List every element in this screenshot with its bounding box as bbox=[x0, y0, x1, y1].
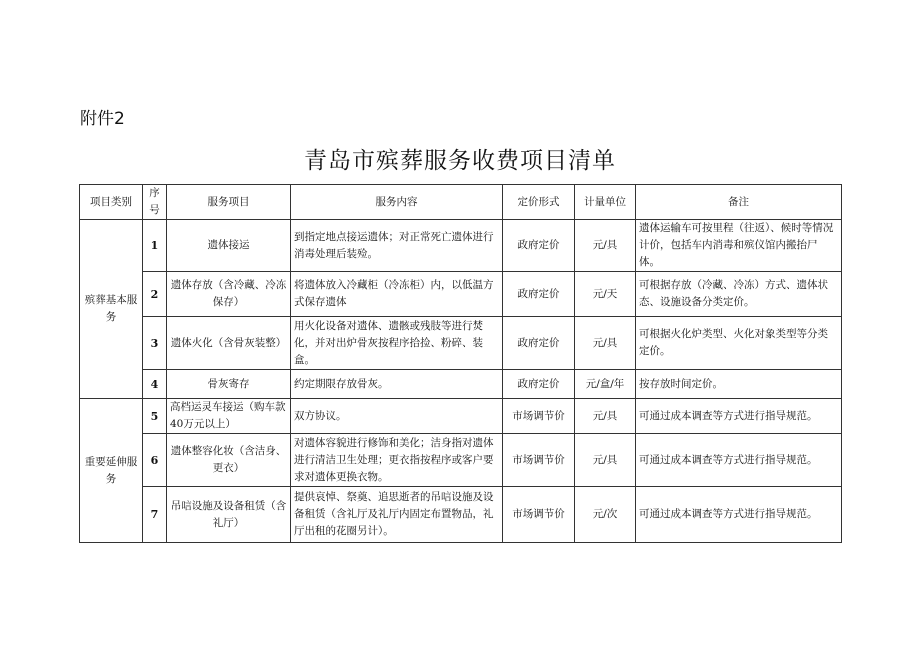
header-pricing: 定价形式 bbox=[503, 185, 575, 220]
service-content: 到指定地点接运遗体；对正常死亡遗体进行消毒处理后装殓。 bbox=[291, 220, 503, 272]
note: 可通过成本调查等方式进行指导规范。 bbox=[636, 434, 842, 487]
pricing-form: 政府定价 bbox=[503, 370, 575, 399]
note: 可根据火化炉类型、火化对象类型等分类定价。 bbox=[636, 317, 842, 370]
header-content: 服务内容 bbox=[291, 185, 503, 220]
table-header-row bbox=[80, 185, 842, 220]
unit: 元/具 bbox=[575, 317, 636, 370]
table-row bbox=[80, 487, 842, 543]
header-note: 备注 bbox=[636, 185, 842, 220]
service-item: 骨灰寄存 bbox=[167, 370, 291, 399]
unit: 元/具 bbox=[575, 434, 636, 487]
row-number: 6 bbox=[143, 434, 167, 487]
note: 可通过成本调查等方式进行指导规范。 bbox=[636, 399, 842, 434]
service-item: 遗体整容化妆（含洁身、更衣） bbox=[167, 434, 291, 487]
pricing-form: 市场调节价 bbox=[503, 487, 575, 543]
header-unit: 计量单位 bbox=[575, 185, 636, 220]
attachment-label: 附件2 bbox=[80, 109, 125, 129]
row-number: 7 bbox=[143, 487, 167, 543]
header-number: 序号 bbox=[143, 185, 167, 220]
unit: 元/具 bbox=[575, 399, 636, 434]
category-extended: 重要延伸服务 bbox=[80, 399, 143, 543]
pricing-form: 政府定价 bbox=[503, 220, 575, 272]
category-basic: 殡葬基本服务 bbox=[80, 220, 143, 399]
pricing-form: 政府定价 bbox=[503, 317, 575, 370]
unit: 元/具 bbox=[575, 220, 636, 272]
header-item: 服务项目 bbox=[167, 185, 291, 220]
row-number: 2 bbox=[143, 272, 167, 317]
table-row bbox=[80, 220, 842, 272]
pricing-form: 市场调节价 bbox=[503, 399, 575, 434]
service-content: 约定期限存放骨灰。 bbox=[291, 370, 503, 399]
row-number: 5 bbox=[143, 399, 167, 434]
table-row bbox=[80, 370, 842, 399]
service-item: 遗体接运 bbox=[167, 220, 291, 272]
service-content: 对遗体容貌进行修饰和美化；洁身指对遗体进行清洁卫生处理；更衣指按程序或客户要求对遗体更换衣物。 bbox=[291, 434, 503, 487]
service-item: 遗体火化（含骨灰装整） bbox=[167, 317, 291, 370]
note: 按存放时间定价。 bbox=[636, 370, 842, 399]
service-item: 高档运灵车接运（购车款40万元以上） bbox=[167, 399, 291, 434]
table-row bbox=[80, 434, 842, 487]
pricing-form: 市场调节价 bbox=[503, 434, 575, 487]
service-content: 双方协议。 bbox=[291, 399, 503, 434]
page-title: 青岛市殡葬服务收费项目清单 bbox=[304, 148, 616, 174]
note: 遗体运输车可按里程（往返）、候时等情况计价，包括车内消毒和殡仪馆内搬抬尸体。 bbox=[636, 220, 842, 272]
unit: 元/盒/年 bbox=[575, 370, 636, 399]
unit: 元/次 bbox=[575, 487, 636, 543]
unit: 元/天 bbox=[575, 272, 636, 317]
fee-table bbox=[79, 184, 842, 543]
service-content: 将遗体放入冷藏柜（冷冻柜）内，以低温方式保存遗体 bbox=[291, 272, 503, 317]
table-row bbox=[80, 317, 842, 370]
service-item: 遗体存放（含冷藏、冷冻保存） bbox=[167, 272, 291, 317]
header-category: 项目类别 bbox=[80, 185, 143, 220]
row-number: 1 bbox=[143, 220, 167, 272]
service-content: 提供哀悼、祭奠、追思逝者的吊唁设施及设备租赁（含礼厅及礼厅内固定布置物品，礼厅出租的花圈另计）。 bbox=[291, 487, 503, 543]
table-row bbox=[80, 272, 842, 317]
row-number: 3 bbox=[143, 317, 167, 370]
service-item: 吊唁设施及设备租赁（含礼厅） bbox=[167, 487, 291, 543]
note: 可根据存放（冷藏、冷冻）方式、遗体状态、设施设备分类定价。 bbox=[636, 272, 842, 317]
service-content: 用火化设备对遗体、遗骸或残肢等进行焚化，并对出炉骨灰按程序拾捡、粉碎、装盒。 bbox=[291, 317, 503, 370]
pricing-form: 政府定价 bbox=[503, 272, 575, 317]
table-row bbox=[80, 399, 842, 434]
row-number: 4 bbox=[143, 370, 167, 399]
note: 可通过成本调查等方式进行指导规范。 bbox=[636, 487, 842, 543]
